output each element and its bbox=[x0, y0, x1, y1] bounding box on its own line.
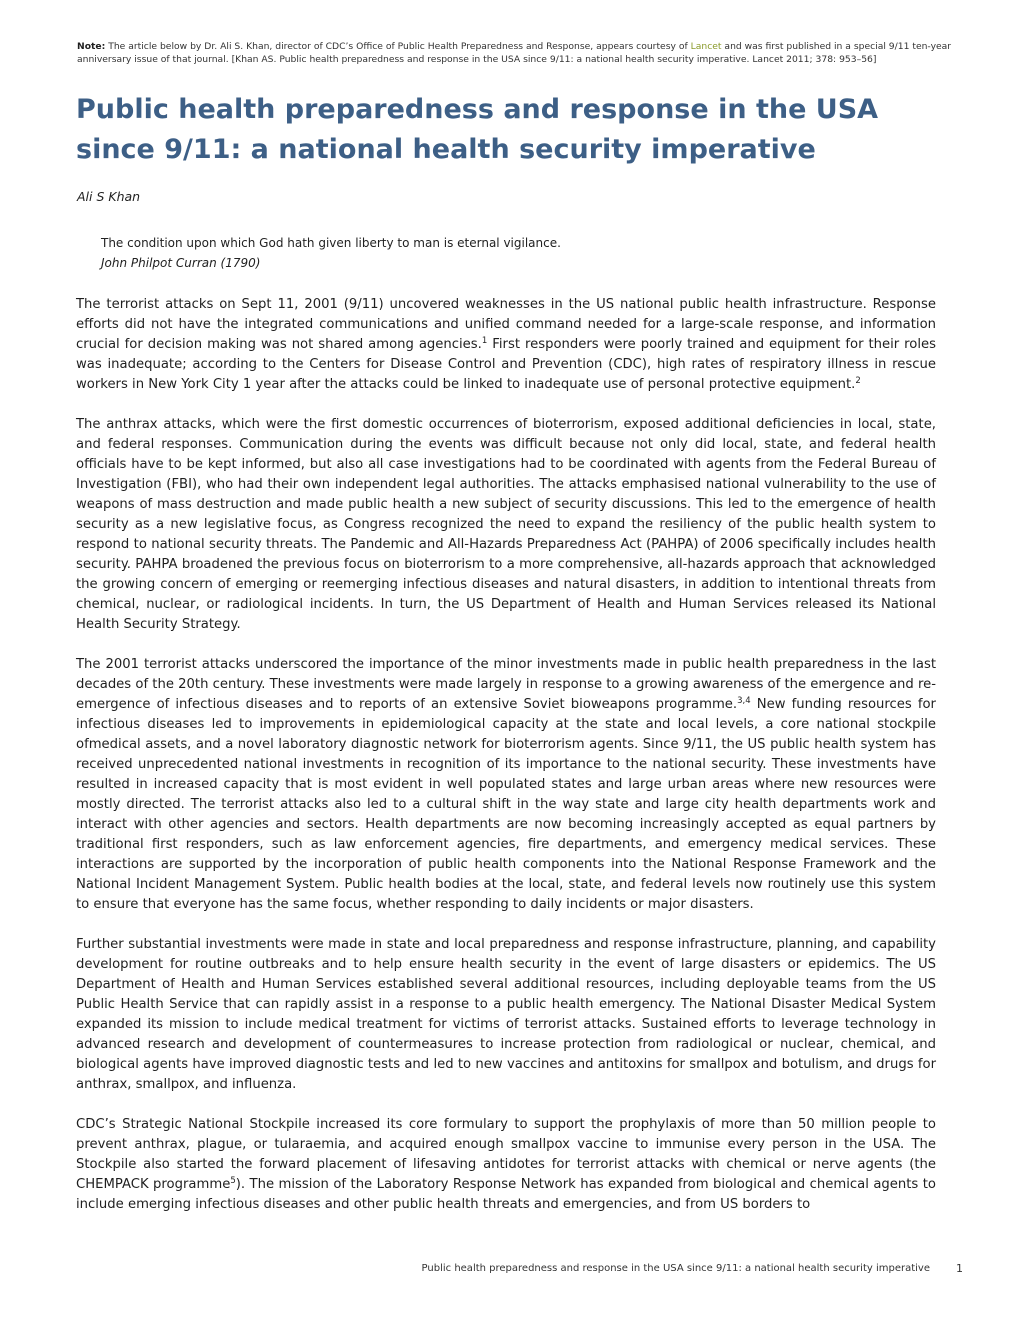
running-footer: Public health preparedness and response in the USA since 9/11: a national health security imperative bbox=[421, 1263, 930, 1274]
paragraph-5-text-b: ). The mission of the Laboratory Response Network has expanded from biological and chemical agents to include emerging infectious diseases and other public health threats and emergencies, and from US borders to bbox=[76, 1177, 936, 1212]
epigraph-attribution: John Philpot Curran (1790) bbox=[101, 256, 261, 270]
note-text-end: and was first published in a special 9/11 ten-year anniversary issue of that journal. [Khan AS. Public health preparedness and response in the USA since 9/11: a national health security imperative. Lancet 2011; 378: 953–56] bbox=[77, 41, 952, 65]
page-number: 1 bbox=[956, 1262, 963, 1275]
epigraph-quote: The condition upon which God hath given liberty to man is eternal vigilance. bbox=[101, 236, 561, 250]
article-title bbox=[76, 90, 956, 170]
note-label: Note: bbox=[77, 41, 106, 52]
title-line-2: since 9/11: a national health security imperative bbox=[76, 134, 816, 165]
editor-note bbox=[77, 40, 957, 66]
paragraph-3-text-a: The 2001 terrorist attacks underscored the importance of the minor investments made in public health preparedness in the last decades of the 20th century. These investments were made largely in response to a growing awareness of the emergence and re-emergence of infectious diseases and to reports of an extensive Soviet bioweapons programme. bbox=[76, 657, 936, 712]
paragraph-1 bbox=[76, 295, 936, 395]
paragraph-2: The anthrax attacks, which were the first domestic occurrences of bioterrorism, exposed additional deficiencies in local, state, and federal responses. Communication during the events was difficult because not only did local, state, and federal health officials have to be kept informed, but also all case investigations had to be coordinated with agents from the Federal Bureau of Investigation (FBI), who had their own independent legal authorities. The attacks emphasised national vulnerability to the use of weapons of mass destruction and made public health a new subject of security discussions. This led to the emergence of health security as a new legislative focus, as Congress recognized the need to expand the resiliency of the public health system to respond to national security threats. The Pandemic and All-Hazards Preparedness Act (PAHPA) of 2006 specifically includes health security. PAHPA broadened the previous focus on bioterrorism to a more comprehensive, all-hazards approach that acknowledged the growing concern of emerging or reemerging infectious diseases and natural disasters, in addition to intentional threats from chemical, nuclear, or radiological incidents. In turn, the US Department of Health and Human Services released its National Health Security Strategy. bbox=[76, 417, 936, 632]
paragraph-5 bbox=[76, 1115, 936, 1215]
paragraph-1-text-b: First responders were poorly trained and equipment for their roles was inadequate; according to the Centers for Disease Control and Prevention (CDC), high rates of respiratory illness in rescue workers in New York City 1 year after the attacks could be linked to inadequate use of personal protective equipment. bbox=[76, 337, 936, 392]
author-name: Ali S Khan bbox=[77, 189, 141, 204]
paragraph-3 bbox=[76, 655, 936, 915]
paragraph-5-text-a: CDC’s Strategic National Stockpile increased its core formulary to support the prophylaxis of more than 50 million people to prevent anthrax, plague, or tularaemia, and acquired enough smallpox vaccine to immunise every person in the USA. The Stockpile also started the forward placement of lifesaving antidotes for terrorist attacks with chemical or nerve agents (the CHEMPACK programme bbox=[76, 1117, 936, 1192]
epigraph bbox=[101, 233, 901, 273]
reference-2: 2 bbox=[855, 376, 861, 386]
paragraph-1-text-a: The terrorist attacks on Sept 11, 2001 (9/11) uncovered weaknesses in the US national public health infrastructure. Response efforts did not have the integrated communications and unified command needed for a large-scale response, and information crucial for decision making was not shared among agencies. bbox=[76, 297, 936, 352]
title-line-1: Public health preparedness and response in the USA bbox=[76, 94, 879, 125]
note-text-start: The article below by Dr. Ali S. Khan, director of CDC’s Office of Public Health Preparedness and Response, appears courtesy of bbox=[105, 41, 691, 52]
lancet-link[interactable]: Lancet bbox=[690, 41, 722, 52]
reference-5: 5 bbox=[230, 1176, 236, 1186]
paragraph-3-text-b: New funding resources for infectious diseases led to improvements in epidemiological capacity at the state and local levels, a core national stockpile ofmedical assets, and a novel laboratory diagnostic network for bioterrorism agents. Since 9/11, the US public health system has received unprecedented national investments in recognition of its importance to the national security. These investments have resulted in increased capacity that is most evident in well populated states and large urban areas where new resources were mostly directed. The terrorist attacks also led to a cultural shift in the way state and large city health departments work and interact with other agencies and sectors. Health departments are now becoming increasingly accepted as equal partners by traditional first responders, such as law enforcement agencies, fire departments, and emergency medical services. These interactions are supported by the incorporation of public health components into the National Response Framework and the National Incident Management System. Public health bodies at the local, state, and federal levels now routinely use this system to ensure that everyone has the same focus, whether responding to daily incidents or major disasters. bbox=[76, 697, 936, 912]
article-body bbox=[76, 295, 936, 1235]
paragraph-4: Further substantial investments were made in state and local preparedness and response infrastructure, planning, and capability development for routine outbreaks and to help ensure health security in the event of large disasters or epidemics. The US Department of Health and Human Services established several additional resources, including deployable teams from the US Public Health Service that can rapidly assist in a response to a public health emergency. The National Disaster Medical System expanded its mission to include medical treatment for victims of terrorist attacks. Sustained efforts to leverage technology in advanced research and development of countermeasures to increase protection from radiological or nuclear, chemical, and biological agents have improved diagnostic tests and led to new vaccines and antitoxins for smallpox and botulism, and drugs for anthrax, smallpox, and influenza. bbox=[76, 937, 936, 1092]
reference-1: 1 bbox=[481, 336, 488, 346]
reference-3-4: 3,4 bbox=[737, 696, 751, 706]
